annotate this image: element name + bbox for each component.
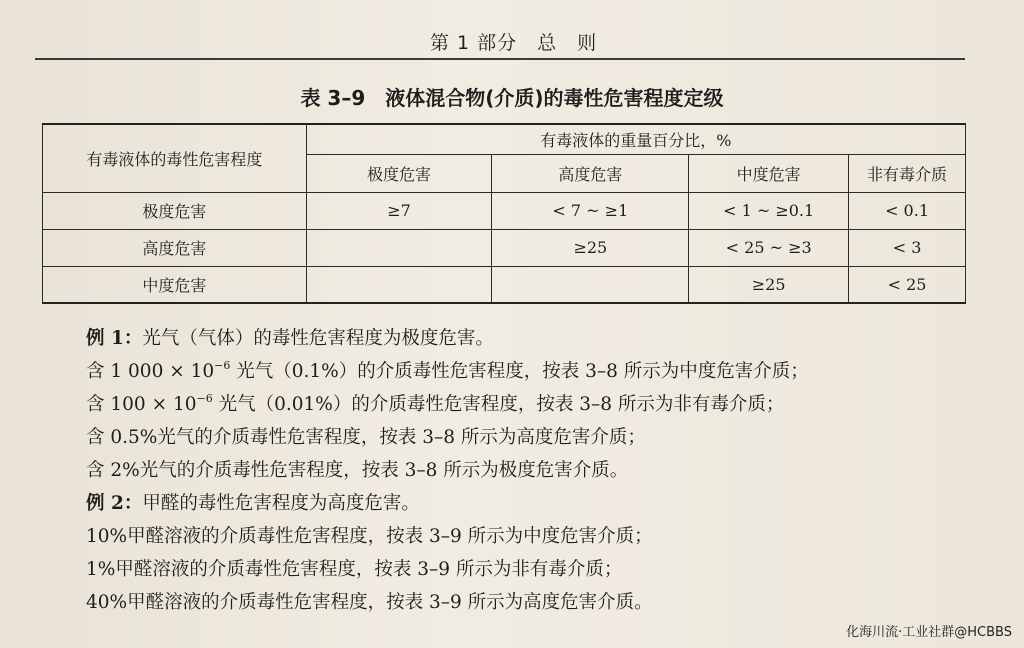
table-row xyxy=(43,266,966,303)
paragraph-text: 含 100 × 10 xyxy=(86,394,197,415)
table-cell xyxy=(306,229,492,266)
column-header: 中度危害 xyxy=(689,154,849,192)
table-cell: < 3 xyxy=(849,229,966,266)
watermark: 化海川流·工业社群@HCBBS xyxy=(846,625,1012,640)
paragraph-line: 10%甲醛溶液的介质毒性危害程度，按表 3–9 所示为中度危害介质； xyxy=(86,526,653,547)
header-title: 第 1 部分 总 则 xyxy=(430,32,598,54)
toxicity-table xyxy=(42,123,966,304)
group-header-cell: 有毒液体的重量百分比，% xyxy=(306,124,965,154)
column-header: 极度危害 xyxy=(306,154,492,192)
table-cell: ≥25 xyxy=(689,266,849,303)
running-header xyxy=(0,28,1024,58)
paragraph-line xyxy=(86,355,986,388)
table-cell: < 7 ~ ≥1 xyxy=(492,192,689,229)
table-title: 液体混合物(介质)的毒性危害程度定级 xyxy=(385,86,724,110)
body-text xyxy=(86,322,986,619)
paragraph-text: 光气（0.1%）的介质毒性危害程度，按表 3–8 所示为中度危害介质； xyxy=(230,361,809,382)
header-rule xyxy=(35,58,965,60)
table-cell xyxy=(306,266,492,303)
paragraph-line: 40%甲醛溶液的介质毒性危害程度，按表 3–9 所示为高度危害介质。 xyxy=(86,592,653,613)
column-header: 高度危害 xyxy=(492,154,689,192)
example-2-line xyxy=(86,487,986,520)
table-cell: < 1 ~ ≥0.1 xyxy=(689,192,849,229)
row-label: 极度危害 xyxy=(43,192,307,229)
example-label: 例 2： xyxy=(86,493,143,514)
exponent: −6 xyxy=(214,359,231,372)
table-header-row xyxy=(43,124,966,154)
paragraph-line: 含 2%光气的介质毒性危害程度，按表 3–8 所示为极度危害介质。 xyxy=(86,460,629,481)
table-cell: < 0.1 xyxy=(849,192,966,229)
exponent: −6 xyxy=(196,392,213,405)
paragraph-text: 甲醛的毒性危害程度为高度危害。 xyxy=(142,493,420,514)
example-1-line xyxy=(86,322,986,355)
table-number: 表 3–9 xyxy=(300,86,366,110)
paragraph-line xyxy=(86,388,986,421)
row-label: 高度危害 xyxy=(43,229,307,266)
table-cell: < 25 ~ ≥3 xyxy=(689,229,849,266)
row-header-cell: 有毒液体的毒性危害程度 xyxy=(43,124,307,192)
paragraph-text: 光气（0.01%）的介质毒性危害程度，按表 3–8 所示为非有毒介质； xyxy=(212,394,785,415)
column-header: 非有毒介质 xyxy=(849,154,966,192)
table-cell: ≥25 xyxy=(492,229,689,266)
table-cell: < 25 xyxy=(849,266,966,303)
paragraph-text: 含 1 000 × 10 xyxy=(86,361,215,382)
table-row xyxy=(43,229,966,266)
paragraph-line: 1%甲醛溶液的介质毒性危害程度，按表 3–9 所示为非有毒介质； xyxy=(86,559,623,580)
table-cell xyxy=(492,266,689,303)
table-row xyxy=(43,192,966,229)
row-label: 中度危害 xyxy=(43,266,307,303)
table-caption xyxy=(0,82,1024,111)
paragraph-text: 光气（气体）的毒性危害程度为极度危害。 xyxy=(142,328,494,349)
example-label: 例 1： xyxy=(86,328,143,349)
table-cell: ≥7 xyxy=(306,192,492,229)
paragraph-line: 含 0.5%光气的介质毒性危害程度，按表 3–8 所示为高度危害介质； xyxy=(86,427,646,448)
